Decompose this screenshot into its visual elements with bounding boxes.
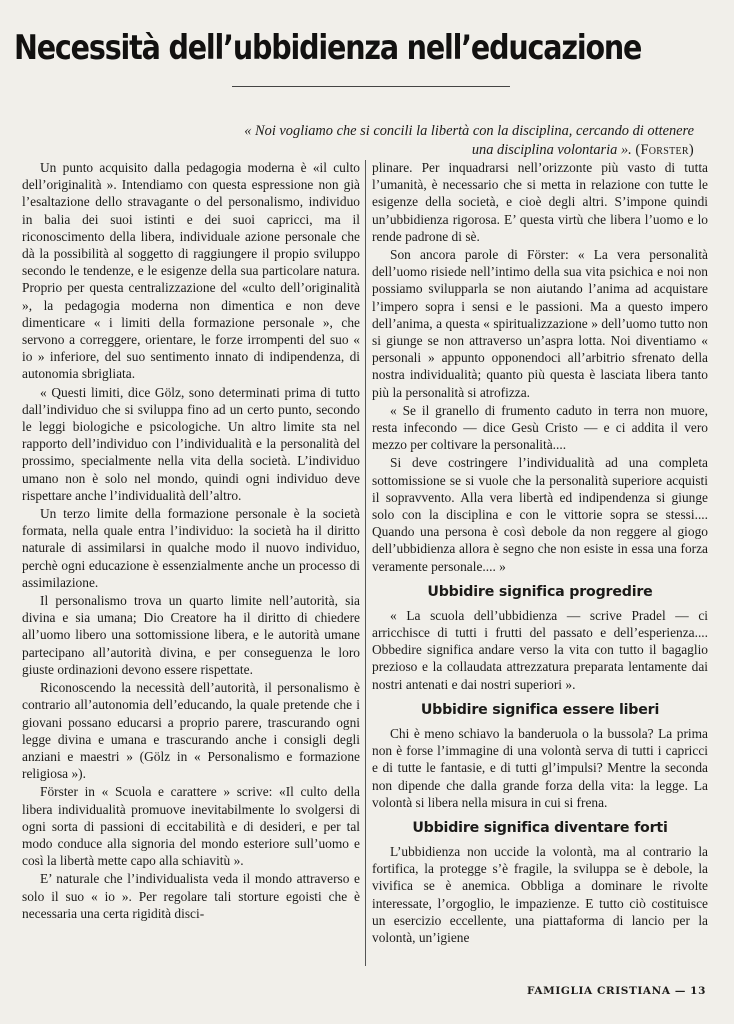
- paragraph: Son ancora parole di Förster: « La vera personalità dell’uomo risiede nell’intimo della sua vita psichica e noi non possiamo svilupparla se non aiutando l’anima ad acquistare l’impero sopra i sensi e le passioni. Ma a questo impero dell’anima, a questa « spiritualizzazione » dell’uomo tutto non si giunge se non attraverso un’aspra lotta. Noi diventiamo « personali » appunto opponendoci all’arbitrio sfrenato della nostra individualità; quanto più questa è lasciata libera tanto più la personalità si atrofizza.: [372, 247, 708, 400]
- paragraph: Chi è meno schiavo la banderuola o la bussola? La prima non è forse l’immagine di una volontà serva di tutti i capricci e di tutte le fantasie, e di tutti gl’impulsi? Mentre la seconda non dipende che dalla grande forza della vita: la legge. La volontà si libera nella misura in cui si frena.: [372, 725, 708, 810]
- paragraph: E’ naturale che l’individualista veda il mondo attraverso e solo il suo « io ». Per regolare tali storture egoisti che è necessaria una certa rigidità disci-: [22, 871, 360, 921]
- left-column: [22, 159, 360, 971]
- paragraph: Förster in « Scuola e carattere » scrive: «Il culto della libera individualità promuove inevitabilmente lo svolgersi di ogni sorta di passioni di eccitabilità e di desideri, e per tal modo conduce alla signoria del mondo esteriore sull’uomo e così la libertà mette capo alla schiavitù ».: [22, 784, 360, 869]
- paragraph: « Se il granello di frumento caduto in terra non muore, resta infecondo — dice Gesù Cristo — e ci addita il vero mezzo per coltivare la personalità....: [372, 402, 708, 453]
- article-title: Necessità dell’ubbidienza nell’educazione: [14, 28, 642, 68]
- paragraph: « La scuola dell’ubbidienza — scrive Pradel — ci arricchisce di tutti i frutti del passato e dell’esperienza.... Obbedire significa andare verso la vita con tutto il bagaglio prezioso e la collaudata attrezzatura preparata lentamente dai nostri antenati e dai nostri superiori ».: [372, 607, 708, 692]
- epigraph-quote: « Noi vogliamo che si concili la libertà con la disciplina, cercando di ottenere una disciplina volontaria ».: [244, 123, 694, 158]
- paragraph: Riconoscendo la necessità dell’autorità, il personalismo è contrario all’autonomia dell’educando, la quale pretende che i giovani possano educarsi a proprio parere, trascurando ogni legge divina e umana e trascurando anche i consigli degli anziani e maestri » (Gölz in « Personalismo e formazione religiosa »).: [22, 680, 360, 782]
- column-divider: [365, 160, 366, 966]
- right-column: [372, 159, 708, 971]
- paragraph: Si deve costringere l’individualità ad una completa sottomissione se si vuole che la personalità superiore acquisti il sopravvento. Alla vera libertà ed indipendenza si giunge solo con la disciplina e con le vittorie sopra se stessi.... Quando una persona è così debole da non reggere al giogo dell’ubbidienza allora è segno che non esiste in essa una forza veramente personale.... »: [372, 455, 708, 574]
- section-heading-forti: Ubbidire significa diventare forti: [412, 819, 668, 836]
- epigraph: [234, 122, 694, 160]
- paragraph: plinare. Per inquadrarsi nell’orizzonte più vasto di tutta l’umanità, è necessario che si metta in relazione con tutte le esigenze della società, e cioè degli altri. S’impone quindi un’ubbidienza rigorosa. E’ questa virtù che libera l’uomo e lo rende padrone di sè.: [372, 160, 708, 244]
- title-rule: [232, 86, 510, 87]
- page-footer: FAMIGLIA CRISTIANA — 13: [526, 985, 706, 997]
- section-heading-liberi: Ubbidire significa essere liberi: [420, 701, 660, 718]
- section-heading-progredire: Ubbidire significa progredire: [427, 583, 653, 600]
- paragraph: Un terzo limite della formazione personale è la società formata, nella quale entra l’individuo: la società ha il diritto naturale di assimilarsi in qualche modo il nuovo individuo, perchè ogni educazione è essenzialmente anche un processo di assimilazione.: [22, 506, 360, 590]
- paragraph: Un punto acquisito dalla pedagogia moderna è «il culto dell’originalità ». Intendiamo con questa espressione non già l’esaltazione dello stravagante o del personalismo, individuo in balia dei suoi istinti e dei suoi capricci, ma il riconoscimento della libera, individuale azione personale che dà la possibilità al soggetto di raggiungere il propio sviluppo secondo le tendenze, e le esigenze della sua particolare natura. Proprio per questa centralizzazione del «culto dell’originalità », la pedagogia moderna non dimentica e non deve dimenticare « i limiti della formazione personale », che servono a correggere, orientare, le forze irrompenti del suo « io » inferiore, del suo sentimento innato di indipendenza, di autonomia sbrigliata.: [22, 160, 360, 382]
- epigraph-author: (Forster): [635, 142, 694, 158]
- paragraph: Il personalismo trova un quarto limite nell’autorità, sia divina e sia umana; Dio Creatore ha il diritto di chiedere all’uomo libero una sottomissione libera, e le autorità umane partecipano all’autorità divina, e per conseguenza le loro giuste ordinazioni devono essere rispettate.: [22, 593, 360, 677]
- paragraph: L’ubbidienza non uccide la volontà, ma al contrario la fortifica, la protegge s’è fragile, la sviluppa se è debole, la vivifica se è anemica. Obbliga a dominare le rivolte interessate, l’orgoglio, le impazienze. E tutto ciò costituisce un esercizio eccellente, una piattaforma di lancio per la volontà, un’igiene: [372, 843, 708, 945]
- paragraph: « Questi limiti, dice Gölz, sono determinati prima di tutto dall’individuo che si sviluppa fino ad un certo punto, secondo le leggi biologiche e psicologiche. Un altro limite sta nel rapporto dell’individuo con l’individualità e la personalità del prossimo, specialmente nella vita della società. L’individuo umano non è solo nel mondo, quindi ogni individuo deve rispettare anche l’individualità dell’altro.: [22, 384, 360, 503]
